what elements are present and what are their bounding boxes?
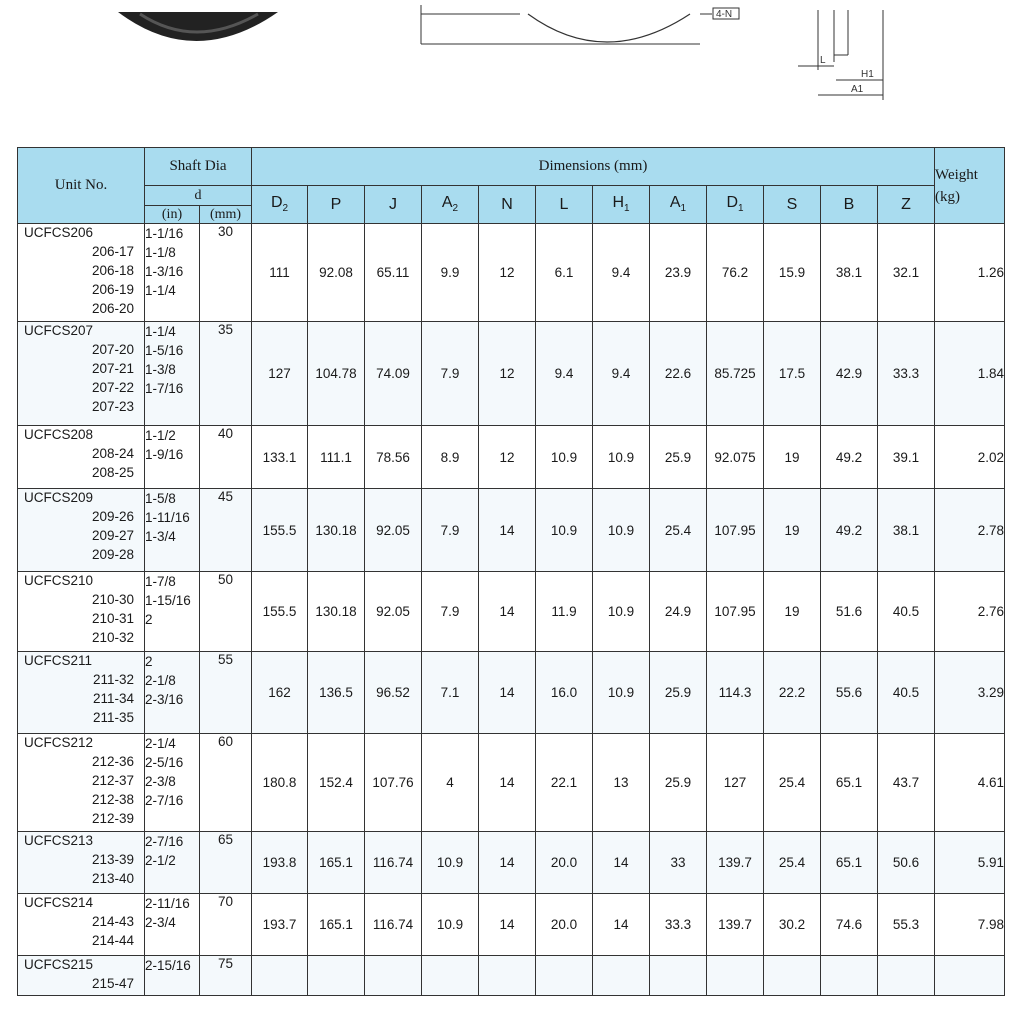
- shaft-in-value: 2: [145, 654, 153, 669]
- unit-sub-number: 210-30: [91, 592, 134, 607]
- dimension-cell: [650, 956, 707, 996]
- header-col-d1: $D_1$: [707, 186, 764, 224]
- unit-sub-number: 215-47: [91, 976, 134, 991]
- header-col-z: Z: [878, 186, 935, 224]
- unit-name: UCFCS211: [24, 653, 93, 668]
- dimension-cell: 65.1: [821, 832, 878, 894]
- unit-sub-number: 209-26: [91, 509, 134, 524]
- dimension-cell: 111: [252, 224, 308, 322]
- dimension-cell: 65.1: [821, 734, 878, 832]
- dimension-cell: 14: [593, 832, 650, 894]
- table-row: [18, 652, 1005, 734]
- dimension-cell: 85.725: [707, 322, 764, 426]
- unit-sub-number: 212-37: [91, 773, 134, 788]
- shaft-in-value: 2-11/16: [145, 896, 190, 911]
- dimension-cell: 8.9: [422, 426, 479, 489]
- dimension-cell: 10.9: [422, 832, 479, 894]
- table-body: [18, 224, 1005, 996]
- unit-sub-number: 206-20: [91, 301, 134, 316]
- shaft-in-cell: [145, 572, 200, 652]
- unit-name: UCFCS214: [24, 895, 94, 910]
- dimension-cell: 15.9: [764, 224, 821, 322]
- dimension-cell: 19: [764, 489, 821, 572]
- dimension-cell: 20.0: [536, 832, 593, 894]
- dimension-cell: 14: [479, 572, 536, 652]
- dimension-cell: 32.1: [878, 224, 935, 322]
- dimension-cell: 50.6: [878, 832, 935, 894]
- dimension-cell: 78.56: [365, 426, 422, 489]
- dimension-cell: 7.9: [422, 489, 479, 572]
- dimension-cell: 96.52: [365, 652, 422, 734]
- dimension-cell: 14: [479, 652, 536, 734]
- unit-sub-number: 210-31: [91, 611, 134, 626]
- dimension-cell: 136.5: [308, 652, 365, 734]
- dimension-cell: 180.8: [252, 734, 308, 832]
- dimension-cell: 14: [479, 832, 536, 894]
- header-in: (in): [145, 206, 200, 224]
- dimension-cell: 16.0: [536, 652, 593, 734]
- dimension-cell: 10.9: [593, 572, 650, 652]
- dimension-cell: 193.7: [252, 894, 308, 956]
- dimension-cell: 76.2: [707, 224, 764, 322]
- shaft-mm-cell: 45: [200, 489, 252, 572]
- unit-sub-number: 207-23: [91, 399, 134, 414]
- dimension-cell: 38.1: [821, 224, 878, 322]
- dimension-cell: 4: [422, 734, 479, 832]
- header-col-j: J: [365, 186, 422, 224]
- unit-cell: [18, 572, 145, 652]
- unit-cell: [18, 832, 145, 894]
- unit-name: UCFCS209: [24, 490, 94, 505]
- shaft-in-value: 2-5/16: [145, 755, 184, 770]
- dimension-cell: 111.1: [308, 426, 365, 489]
- shaft-in-value: 1-7/16: [145, 381, 184, 396]
- unit-sub-number: 208-25: [91, 465, 134, 480]
- header-col-s: S: [764, 186, 821, 224]
- dimension-cell: 74.09: [365, 322, 422, 426]
- shaft-in-value: 2: [145, 612, 153, 627]
- header-dimensions: Dimensions (mm): [252, 148, 935, 186]
- shaft-in-value: 1-15/16: [145, 593, 191, 608]
- header-col-a1: $A_1$: [650, 186, 707, 224]
- unit-name: UCFCS213: [24, 833, 94, 848]
- header-col-l: L: [536, 186, 593, 224]
- dimension-cell: 11.9: [536, 572, 593, 652]
- table-row: [18, 224, 1005, 322]
- dimension-cell: 13: [593, 734, 650, 832]
- dimension-cell: [593, 956, 650, 996]
- dimension-cell: 10.9: [422, 894, 479, 956]
- dimension-cell: [878, 956, 935, 996]
- shaft-in-value: 1-3/4: [145, 529, 176, 544]
- shaft-in-value: 1-1/8: [145, 245, 176, 260]
- dimension-cell: 14: [593, 894, 650, 956]
- dimension-cell: [707, 956, 764, 996]
- shaft-in-cell: [145, 322, 200, 426]
- dimension-cell: 116.74: [365, 894, 422, 956]
- dimension-cell: 14: [479, 489, 536, 572]
- dimension-cell: 43.7: [878, 734, 935, 832]
- dimension-cell: 25.4: [764, 832, 821, 894]
- shaft-in-value: 1-1/4: [145, 324, 176, 339]
- technical-drawings: [0, 0, 1013, 110]
- shaft-in-value: 2-1/2: [145, 853, 176, 868]
- dimension-cell: 139.7: [707, 832, 764, 894]
- dimension-cell: 114.3: [707, 652, 764, 734]
- shaft-mm-cell: 50: [200, 572, 252, 652]
- dimension-cell: 127: [707, 734, 764, 832]
- unit-cell: [18, 956, 145, 996]
- unit-sub-number: 206-17: [91, 244, 134, 259]
- unit-name: UCFCS206: [24, 225, 94, 240]
- weight-cell: 2.02: [935, 426, 1005, 489]
- dimension-cell: 9.4: [593, 322, 650, 426]
- dimension-cell: 107.95: [707, 489, 764, 572]
- dimension-cell: 10.9: [593, 426, 650, 489]
- shaft-mm-cell: 55: [200, 652, 252, 734]
- unit-cell: [18, 224, 145, 322]
- unit-cell: [18, 426, 145, 489]
- dimension-cell: 116.74: [365, 832, 422, 894]
- label-a1: A1: [851, 84, 864, 95]
- unit-cell: [18, 652, 145, 734]
- dimension-cell: [252, 956, 308, 996]
- dimension-cell: 30.2: [764, 894, 821, 956]
- table-row: [18, 894, 1005, 956]
- weight-cell: 4.61: [935, 734, 1005, 832]
- dimension-cell: 12: [479, 426, 536, 489]
- shaft-in-cell: [145, 224, 200, 322]
- dimension-cell: 133.1: [252, 426, 308, 489]
- unit-cell: [18, 322, 145, 426]
- weight-cell: 5.91: [935, 832, 1005, 894]
- header-col-h1: $H_1$: [593, 186, 650, 224]
- shaft-in-value: 2-7/16: [145, 834, 184, 849]
- dimension-cell: 14: [479, 894, 536, 956]
- unit-sub-number: 214-43: [91, 914, 134, 929]
- dimension-cell: 55.3: [878, 894, 935, 956]
- unit-sub-number: 213-40: [91, 871, 134, 886]
- shaft-in-value: 1-3/8: [145, 362, 176, 377]
- dimension-cell: [422, 956, 479, 996]
- shaft-in-cell: [145, 652, 200, 734]
- table-row: [18, 734, 1005, 832]
- dimension-cell: 42.9: [821, 322, 878, 426]
- shaft-mm-cell: 75: [200, 956, 252, 996]
- dimension-cell: 33.3: [650, 894, 707, 956]
- header-col-a2: $A_2$: [422, 186, 479, 224]
- header-shaft-dia: Shaft Dia: [145, 148, 252, 186]
- dimension-cell: 9.4: [536, 322, 593, 426]
- header-weight-label: Weight: [935, 166, 978, 183]
- dimension-cell: 6.1: [536, 224, 593, 322]
- dimension-cell: [479, 956, 536, 996]
- header-unit-no: Unit No.: [18, 148, 145, 224]
- weight-cell: 1.84: [935, 322, 1005, 426]
- weight-cell: 2.76: [935, 572, 1005, 652]
- header-col-d2: $D_2$: [252, 186, 308, 224]
- shaft-in-value: 1-7/8: [145, 574, 176, 589]
- table-row: [18, 572, 1005, 652]
- shaft-in-cell: [145, 894, 200, 956]
- dimension-cell: 139.7: [707, 894, 764, 956]
- dimension-cell: 92.08: [308, 224, 365, 322]
- dimension-cell: 25.9: [650, 734, 707, 832]
- unit-name: UCFCS207: [24, 323, 94, 338]
- dimension-cell: 162: [252, 652, 308, 734]
- dimension-cell: 92.05: [365, 572, 422, 652]
- shaft-in-value: 2-3/16: [145, 692, 184, 707]
- dimension-cell: 12: [479, 322, 536, 426]
- header-col-n: N: [479, 186, 536, 224]
- dimension-cell: 155.5: [252, 489, 308, 572]
- dimension-cell: 39.1: [878, 426, 935, 489]
- dimension-cell: 38.1: [878, 489, 935, 572]
- shaft-in-value: 2-7/16: [145, 793, 184, 808]
- header-weight: [935, 148, 1005, 224]
- dimension-cell: 7.1: [422, 652, 479, 734]
- unit-sub-number: 208-24: [91, 446, 134, 461]
- unit-sub-number: 209-28: [91, 547, 134, 562]
- dimension-cell: 10.9: [536, 489, 593, 572]
- dimension-cell: [764, 956, 821, 996]
- shaft-in-cell: [145, 426, 200, 489]
- dimension-cell: 25.9: [650, 652, 707, 734]
- shaft-in-value: 2-15/16: [145, 958, 191, 973]
- unit-sub-number: 214-44: [91, 933, 134, 948]
- shaft-in-value: 1-5/16: [145, 343, 184, 358]
- unit-sub-number: 206-19: [91, 282, 134, 297]
- unit-name: UCFCS208: [24, 427, 94, 442]
- shaft-in-value: 1-11/16: [145, 510, 190, 525]
- unit-sub-number: 210-32: [91, 630, 134, 645]
- unit-sub-number: 207-21: [91, 361, 134, 376]
- shaft-in-value: 2-3/8: [145, 774, 176, 789]
- dimension-cell: 19: [764, 572, 821, 652]
- dimension-cell: 25.9: [650, 426, 707, 489]
- header-col-p: P: [308, 186, 365, 224]
- dimension-cell: 165.1: [308, 894, 365, 956]
- unit-sub-number: 213-39: [91, 852, 134, 867]
- shaft-in-cell: [145, 734, 200, 832]
- weight-cell: 7.98: [935, 894, 1005, 956]
- shaft-mm-cell: 65: [200, 832, 252, 894]
- weight-cell: [935, 956, 1005, 996]
- dimension-cell: 19: [764, 426, 821, 489]
- shaft-mm-cell: 70: [200, 894, 252, 956]
- dimension-cell: [308, 956, 365, 996]
- unit-sub-number: 212-36: [91, 754, 134, 769]
- shaft-in-value: 2-1/8: [145, 673, 176, 688]
- shaft-in-value: 2-3/4: [145, 915, 176, 930]
- label-l: L: [820, 55, 826, 66]
- dimension-cell: 107.76: [365, 734, 422, 832]
- unit-cell: [18, 894, 145, 956]
- dimension-cell: 24.9: [650, 572, 707, 652]
- dimension-cell: 20.0: [536, 894, 593, 956]
- shaft-in-cell: [145, 956, 200, 996]
- dimension-cell: 7.9: [422, 572, 479, 652]
- unit-cell: [18, 734, 145, 832]
- unit-cell: [18, 489, 145, 572]
- dimension-cell: [365, 956, 422, 996]
- dimension-cell: 22.2: [764, 652, 821, 734]
- unit-name: UCFCS212: [24, 735, 94, 750]
- dimension-cell: 40.5: [878, 652, 935, 734]
- shaft-mm-cell: 30: [200, 224, 252, 322]
- weight-cell: 1.26: [935, 224, 1005, 322]
- dimension-cell: 55.6: [821, 652, 878, 734]
- dimension-cell: 25.4: [650, 489, 707, 572]
- dimension-cell: 193.8: [252, 832, 308, 894]
- dimension-cell: 25.4: [764, 734, 821, 832]
- dimension-cell: 104.78: [308, 322, 365, 426]
- unit-sub-number: 207-20: [91, 342, 134, 357]
- unit-sub-number: 206-18: [91, 263, 134, 278]
- unit-sub-number: 212-39: [91, 811, 134, 826]
- shaft-in-value: 1-1/16: [145, 226, 184, 241]
- shaft-in-value: 1-9/16: [145, 447, 184, 462]
- dimension-cell: 49.2: [821, 489, 878, 572]
- table-row: [18, 832, 1005, 894]
- dimension-cell: 92.05: [365, 489, 422, 572]
- unit-sub-number: 209-27: [91, 528, 134, 543]
- dimension-cell: 22.6: [650, 322, 707, 426]
- dimension-cell: 9.4: [593, 224, 650, 322]
- dimension-cell: 10.9: [536, 426, 593, 489]
- dimension-cell: 127: [252, 322, 308, 426]
- unit-name: UCFCS210: [24, 573, 94, 588]
- header-weight-unit: (kg): [935, 188, 960, 205]
- table-row: [18, 956, 1005, 996]
- shaft-mm-cell: 60: [200, 734, 252, 832]
- label-4n: 4-N: [716, 9, 733, 20]
- bearing-drawing: [0, 0, 1013, 110]
- header-col-b: B: [821, 186, 878, 224]
- spec-table: [17, 147, 1005, 996]
- unit-sub-number: 211-32: [92, 672, 134, 687]
- dimension-cell: [821, 956, 878, 996]
- dimension-cell: 12: [479, 224, 536, 322]
- shaft-in-value: 1-1/4: [145, 283, 176, 298]
- dimension-cell: 7.9: [422, 322, 479, 426]
- dimension-cell: 155.5: [252, 572, 308, 652]
- header-mm: (mm): [200, 206, 252, 224]
- table-row: [18, 322, 1005, 426]
- dimension-cell: 65.11: [365, 224, 422, 322]
- shaft-in-value: 1-3/16: [145, 264, 184, 279]
- dimension-cell: 51.6: [821, 572, 878, 652]
- dimension-cell: 165.1: [308, 832, 365, 894]
- dimension-cell: 152.4: [308, 734, 365, 832]
- dimension-cell: 17.5: [764, 322, 821, 426]
- shaft-mm-cell: 40: [200, 426, 252, 489]
- table-row: [18, 489, 1005, 572]
- dimension-cell: [536, 956, 593, 996]
- shaft-in-value: 1-5/8: [145, 491, 176, 506]
- dimension-cell: 130.18: [308, 489, 365, 572]
- unit-sub-number: 211-34: [92, 691, 134, 706]
- shaft-in-value: 1-1/2: [145, 428, 176, 443]
- dimension-cell: 10.9: [593, 652, 650, 734]
- dimension-cell: 14: [479, 734, 536, 832]
- shaft-in-value: 2-1/4: [145, 736, 176, 751]
- dimension-cell: 40.5: [878, 572, 935, 652]
- shaft-in-cell: [145, 832, 200, 894]
- label-h1: H1: [861, 69, 874, 80]
- shaft-in-cell: [145, 489, 200, 572]
- unit-sub-number: 207-22: [91, 380, 134, 395]
- unit-name: UCFCS215: [24, 957, 94, 972]
- dimension-cell: 23.9: [650, 224, 707, 322]
- dimension-cell: 22.1: [536, 734, 593, 832]
- unit-sub-number: 212-38: [91, 792, 134, 807]
- dimension-cell: 9.9: [422, 224, 479, 322]
- dimension-cell: 33: [650, 832, 707, 894]
- dimension-cell: 74.6: [821, 894, 878, 956]
- shaft-mm-cell: 35: [200, 322, 252, 426]
- table-row: [18, 426, 1005, 489]
- weight-cell: 2.78: [935, 489, 1005, 572]
- unit-sub-number: 211-35: [92, 710, 134, 725]
- header-d: d: [145, 186, 252, 206]
- dimension-cell: 33.3: [878, 322, 935, 426]
- dimension-cell: 107.95: [707, 572, 764, 652]
- dimension-cell: 49.2: [821, 426, 878, 489]
- weight-cell: 3.29: [935, 652, 1005, 734]
- dimension-cell: 130.18: [308, 572, 365, 652]
- dimension-cell: 10.9: [593, 489, 650, 572]
- dimension-cell: 92.075: [707, 426, 764, 489]
